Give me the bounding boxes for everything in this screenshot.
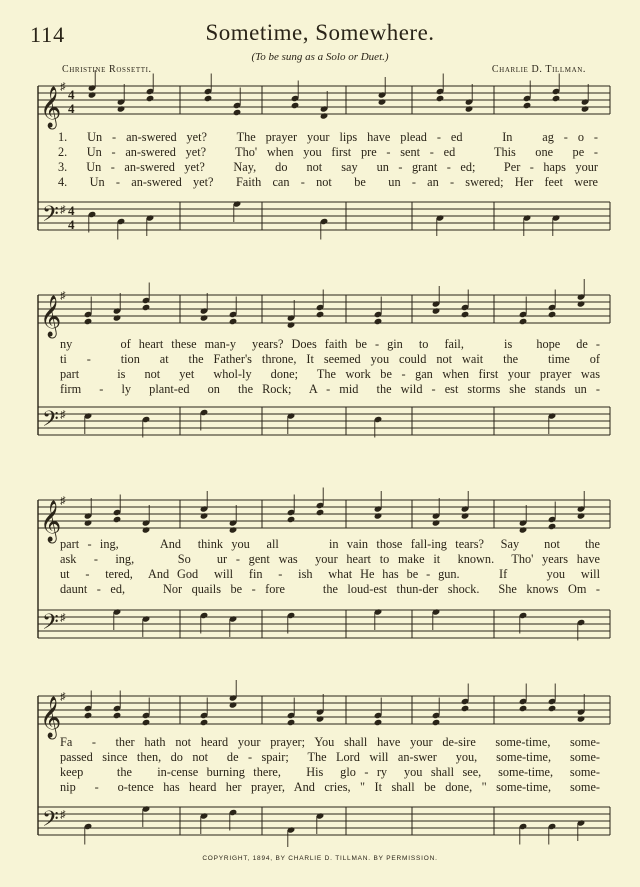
lyric-line: part is not yet whol-ly done; The work be - gan when first your prayer was [60,367,600,381]
sharp-icon: ♯ [60,809,66,821]
lyric-line: ut - tered, And God will fin - ish what He has be - gun. If you will [60,567,600,581]
bass-clef-icon: 𝄢 [42,807,59,837]
lyric-line: 3. Un - an-swered yet? Nay, do not say un - grant - ed; Per - haps your [58,160,598,174]
time-signature: 4 [68,217,75,232]
lyric-line: keep the in-cense burning there, His glo - ry you shall see, some-time, some- [60,765,600,779]
sharp-icon: ♯ [60,495,66,507]
lyric-line: 4. Un - an-swered yet? Faith can - not be un - an - swered; Her feet were [58,175,598,189]
hymn-title: Sometime, Somewhere. [205,20,435,45]
page-number: 114 [30,22,66,47]
lyric-line: ti - tion at the Father's throne, It seemed you could not wait the time of [60,352,600,366]
treble-clef-icon: 𝄞 [40,697,62,738]
copyright-notice: COPYRIGHT, 1894, BY CHARLIE D. TILLMAN. BY PERMISSION. [202,855,438,862]
lyric-line: part - ing, And think you all in vain those fall-ing tears? Say not the [60,537,600,551]
time-signature: 4 [68,203,75,218]
time-signature: 4 [68,87,75,102]
bass-clef-icon: 𝄢 [42,407,59,437]
sharp-icon: ♯ [60,290,66,302]
lyric-line: ny of heart these man-y years? Does faith be - gin to fail, is hope de - [60,337,600,351]
lyric-line: Fa - ther hath not heard your prayer; You shall have your de-sire some-time, some- [60,735,600,749]
sharp-icon: ♯ [60,691,66,703]
sharp-icon: ♯ [60,81,66,93]
lyric-line: nip - o-tence has heard her prayer, And cries, " It shall be done, " some-time, some- [60,780,600,794]
treble-clef-icon: 𝄞 [40,501,62,542]
lyric-line: 1. Un - an-swered yet? The prayer your lips have plead - ed In ag - o - [58,130,598,144]
bass-clef-icon: 𝄢 [42,610,59,640]
composer-credit: Charlie D. Tillman. [491,64,586,75]
lyric-line: firm - ly plant-ed on the Rock; A - mid the wild - est storms she stands un - [60,382,600,396]
sharp-icon: ♯ [60,409,66,421]
bass-clef-icon: 𝄢 [42,202,59,232]
performance-note: (To be sung as a Solo or Duet.) [251,51,389,63]
lyric-line: 2. Un - an-swered yet? Tho' when you first pre - sent - ed This one pe - [58,145,598,159]
lyric-line: ask - ing, So ur - gent was your heart to make it known. Tho' years have [60,552,600,566]
lyric-line: daunt - ed, Nor quails be - fore the loud-est thun-der shock. She knows Om - [60,582,600,596]
treble-clef-icon: 𝄞 [40,87,62,128]
lyricist-credit: Christine Rossetti. [62,64,152,75]
lyric-line: passed since then, do not de - spair; The Lord will an-swer you, some-time, some- [60,750,600,764]
sharp-icon: ♯ [60,204,66,216]
sharp-icon: ♯ [60,612,66,624]
time-signature: 4 [68,101,75,116]
treble-clef-icon: 𝄞 [40,296,62,337]
